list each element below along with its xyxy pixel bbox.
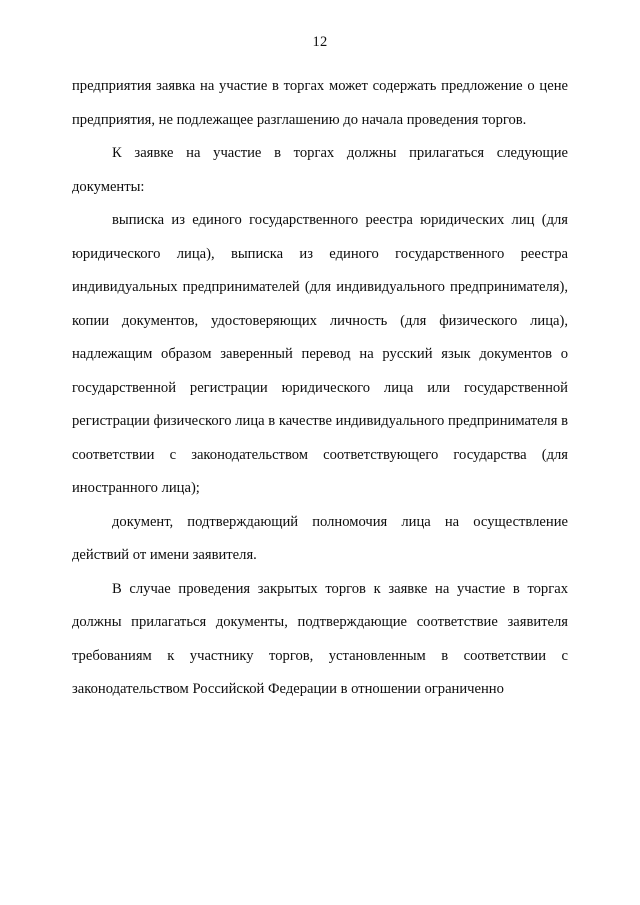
paragraph-4: документ, подтверждающий полномочия лица на осуществление действий от имени заявителя. <box>72 513 568 563</box>
paragraph-2: К заявке на участие в торгах должны прилагаться следующие документы: <box>72 145 568 195</box>
page-number: 12 <box>312 34 328 50</box>
paragraph-5: В случае проведения закрытых торгов к заявке на участие в торгах должны прилагаться документы, подтверждающие соответствие заявителя требованиям к участнику торгов, установленным в соответствии с законодательством Российской Федерации в отношении ограниченно <box>72 580 568 697</box>
paragraph-3: выписка из единого государственного реестра юридических лиц (для юридического лица), выписка из единого государственного реестра индивидуальных предпринимателей (для индивидуального предпринимателя), копии документов, удостоверяющих личность (для физического лица), надлежащим образом заверенный перевод на русский язык документов о государственной регистрации юридического лица или государственной регистрации физического лица в качестве индивидуального предпринимателя в соответствии с законодательством соответствующего государства (для иностранного лица); <box>72 212 568 496</box>
paragraph-1: предприятия заявка на участие в торгах может содержать предложение о цене предприятия, не подлежащее разглашению до начала проведения торгов. <box>72 78 568 128</box>
document-body <box>72 70 568 707</box>
